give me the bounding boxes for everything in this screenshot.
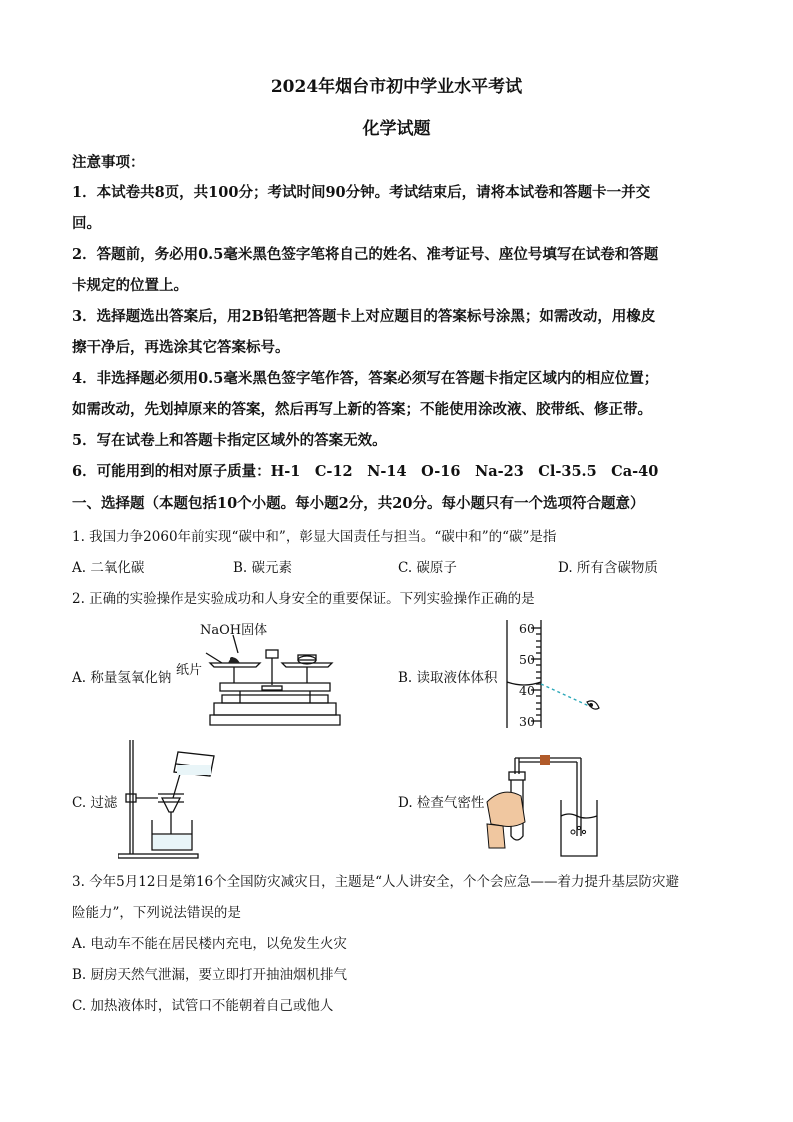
- q3-stem-continued: 险能力”，下列说法错误的是: [72, 905, 241, 921]
- tick-label-60: 60: [519, 621, 535, 636]
- notice-line: 1．本试卷共8页，共100分；考试时间90分钟。考试结束后，请将本试卷和答题卡一并交: [72, 184, 651, 201]
- balance-figure: [170, 615, 345, 735]
- q2-option-d: D. 检查气密性: [398, 795, 485, 811]
- notice-line: 2．答题前，务必用0.5毫米黑色签字笔将自己的姓名、准考证号、座位号填写在试卷和答题: [72, 246, 659, 263]
- q3-option-c: C. 加热液体时，试管口不能朝着自己或他人: [72, 998, 334, 1014]
- q1-option-a: A. 二氧化碳: [72, 560, 145, 576]
- notice-line: 4．非选择题必须用0.5毫米黑色签字笔作答，答案必须写在答题卡指定区域内的相应位置；: [72, 370, 659, 387]
- q3-option-b: B. 厨房天然气泄漏，要立即打开抽油烟机排气: [72, 967, 348, 983]
- notice-line: 回。: [72, 215, 101, 232]
- q2-stem: 2. 正确的实验操作是实验成功和人身安全的重要保证。下列实验操作正确的是: [72, 591, 535, 607]
- tick-label-30: 30: [519, 714, 535, 729]
- q1-option-d: D. 所有含碳物质: [558, 560, 658, 576]
- q1-stem: 1. 我国力争2060年前实现“碳中和”，彰显大国责任与担当。“碳中和”的“碳”是指: [72, 529, 557, 545]
- q2-option-a: A. 称量氢氧化钠: [72, 670, 172, 686]
- section-heading: 一、选择题（本题包括10个小题。每小题2分，共20分。每小题只有一个选项符合题意）: [72, 495, 645, 512]
- q1-option-c: C. 碳原子: [398, 560, 457, 576]
- notice-line: 5．写在试卷上和答题卡指定区域外的答案无效。: [72, 432, 387, 449]
- airtightness-figure: [485, 752, 605, 860]
- q3-stem: 3. 今年5月12日是第16个全国防灾减灾日，主题是“人人讲安全，个个会应急——着力提升基层防灾避: [72, 874, 680, 890]
- filtration-figure: [118, 738, 218, 860]
- notice-line: 如需改动，先划掉原来的答案，然后再写上新的答案；不能使用涂改液、胶带纸、修正带。: [72, 401, 652, 418]
- notice-heading: 注意事项：: [72, 154, 145, 171]
- exam-title: 2024年烟台市初中学业水平考试: [270, 77, 523, 97]
- exam-subtitle: 化学试题: [362, 119, 431, 139]
- paper-label: 纸片: [176, 663, 203, 678]
- q3-option-a: A. 电动车不能在居民楼内充电，以免发生火灾: [72, 936, 347, 952]
- notice-line: 卡规定的位置上。: [72, 277, 188, 294]
- notice-line: 擦干净后，再选涂其它答案标号。: [72, 339, 290, 356]
- tick-label-40: 40: [519, 683, 535, 698]
- q1-option-b: B. 碳元素: [233, 560, 293, 576]
- notice-line: 6．可能用到的相对原子质量：H-1 C-12 N-14 O-16 Na-23 Cl-35.5 Ca-40: [72, 463, 659, 480]
- q2-option-c: C. 过滤: [72, 795, 118, 811]
- notice-line: 3．选择题选出答案后，用2B铅笔把答题卡上对应题目的答案标号涂黑；如需改动，用橡皮: [72, 308, 656, 325]
- naoh-label: NaOH固体: [200, 623, 268, 638]
- q2-option-b: B. 读取液体体积: [398, 670, 498, 686]
- cylinder-figure: [495, 618, 610, 730]
- tick-label-50: 50: [519, 652, 535, 667]
